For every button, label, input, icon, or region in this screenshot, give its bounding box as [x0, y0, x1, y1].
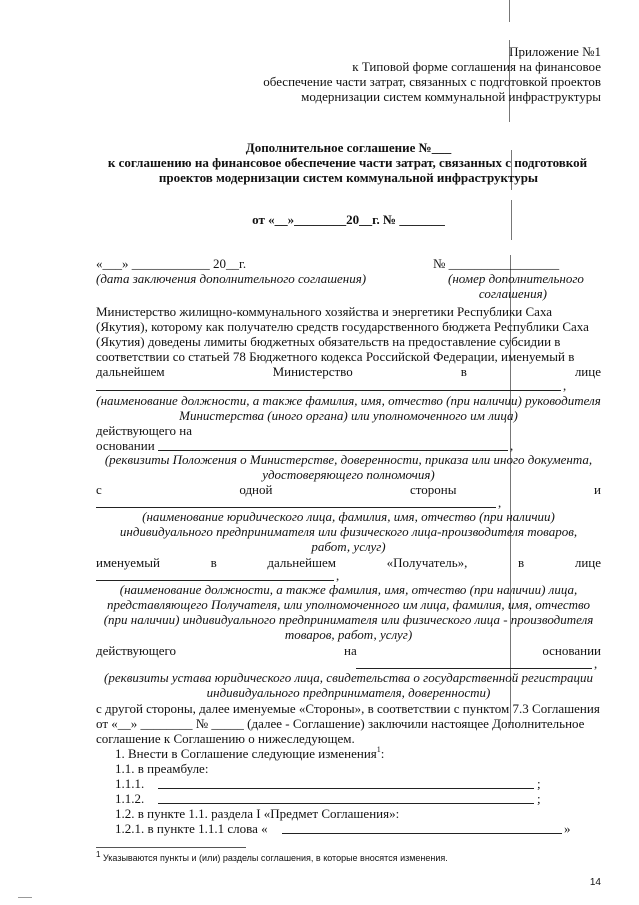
semicolon: ;: [537, 776, 541, 791]
item-1-2-1: 1.2.1. в пункте 1.1.1 слова «: [115, 821, 268, 836]
appendix-line-3: обеспечение части затрат, связанных с подготовкой проектов: [263, 74, 601, 89]
caption-basis-1: (реквизиты Положения о Министерстве, доверенности, приказа или иного документа,: [104, 452, 593, 467]
caption-charter-1: (реквизиты устава юридического лица, свидетельства о государственной регистрации: [104, 670, 593, 685]
colon: :: [380, 746, 385, 761]
date-row: [96, 256, 601, 271]
comma: ,: [563, 378, 567, 393]
footnote-text: Указываются пункты и (или) разделы соглашения, в которые вносятся изменения.: [102, 853, 448, 863]
word: одной: [239, 482, 273, 497]
word: на: [344, 643, 357, 658]
caption-representative-1: (наименование должности, а также фамилия, имя, отчество (при наличии) лица,: [119, 582, 578, 597]
item-1-1: 1.1. в преамбуле:: [115, 761, 209, 776]
caption-head-of-ministry-2: Министерства (иного органа) или уполномоченного им лица): [179, 408, 518, 423]
caption-recipient-1: (наименование юридического лица, фамилия, имя, отчество (при наличии): [142, 509, 555, 524]
blank-line[interactable]: [96, 507, 496, 508]
paragraph-1-line-2: (Якутия), которому как получателю средств государственного бюджета Республики Саха: [96, 319, 589, 334]
agreement-number: № _________________: [433, 256, 560, 271]
comma: ,: [336, 568, 340, 583]
acting-on: действующего на: [96, 423, 192, 438]
word: действующего: [96, 643, 176, 658]
word: дальнейшем: [267, 555, 336, 570]
word: лице: [574, 364, 601, 379]
date-caption-row: [96, 271, 601, 286]
comma: ,: [510, 438, 514, 453]
agreement-date: «___» ____________ 20__г.: [96, 256, 247, 271]
caption-representative-2: представляющего Получателя, или уполномоченного им лица, фамилия, имя, отчество: [106, 597, 591, 612]
one-side-line: [96, 482, 601, 497]
blank-line[interactable]: [96, 580, 334, 581]
caption-recipient-2: индивидуального предпринимателя или физического лица-производителя товаров,: [119, 524, 578, 539]
word: и: [594, 482, 601, 497]
blank-line[interactable]: [158, 450, 508, 451]
blank-line[interactable]: [96, 390, 561, 391]
comma: ,: [594, 656, 598, 671]
caption-charter-2: индивидуального предпринимателя, доверенности): [206, 685, 491, 700]
appendix-line-1: Приложение №1: [509, 44, 601, 59]
caption-recipient-3: работ, услуг): [311, 539, 386, 554]
word: Министерство: [272, 364, 353, 379]
paragraph-1-line-5: [96, 364, 601, 379]
item-1-2: 1.2. в пункте 1.1. раздела I «Предмет Соглашения»:: [115, 806, 400, 821]
footnote: [96, 851, 601, 866]
item-1-1-1: 1.1.1.: [115, 776, 145, 791]
paragraph-1-line-4: соответствии со статьей 78 Бюджетного кодекса Российской Федерации, именуемый в: [96, 349, 575, 364]
semicolon: ;: [537, 791, 541, 806]
paragraph-2-line-1: с другой стороны, далее именуемые «Стороны», в соответствии с пунктом 7.3 Соглашения: [96, 701, 600, 716]
word: основании: [542, 643, 601, 658]
word: с: [96, 482, 102, 497]
number-caption-2: соглашения): [478, 286, 547, 301]
basis-label: основании: [96, 438, 155, 453]
word: именуемый: [96, 555, 160, 570]
page-number: 14: [589, 877, 601, 888]
word: дальнейшем: [96, 364, 165, 379]
word: в: [518, 555, 525, 570]
title-date-number: от «__»________20__г. № _______: [252, 212, 445, 227]
item-1: [96, 746, 620, 761]
paragraph-2-line-2: от «__» ________ № _____ (далее - Соглашение) заключили настоящее Дополнительное: [96, 716, 585, 731]
footnote-mark: 1: [96, 850, 101, 859]
caption-representative-4: товаров, работ, услуг): [284, 627, 413, 642]
document-title: Дополнительное соглашение №___: [245, 140, 452, 155]
acting-basis-line: [96, 643, 601, 658]
blank-line[interactable]: [356, 668, 592, 669]
appendix-line-2: к Типовой форме соглашения на финансовое: [352, 59, 601, 74]
word: в: [210, 555, 217, 570]
item-1-1-2: 1.1.2.: [115, 791, 145, 806]
word: стороны: [410, 482, 457, 497]
paragraph-2-line-3: соглашение к Соглашению о нижеследующем.: [96, 731, 355, 746]
caption-representative-3: (при наличии) индивидуального предпринимателя или физического лица - производителя: [103, 612, 594, 627]
blank-line[interactable]: [158, 803, 534, 804]
paragraph-1-line-1: Министерство жилищно-коммунального хозяйства и энергетики Республики Саха: [96, 304, 553, 319]
word: в: [460, 364, 467, 379]
word: лице: [574, 555, 601, 570]
footnote-ref: 1: [376, 745, 381, 754]
date-caption: (дата заключения дополнительного соглашения): [96, 271, 367, 286]
caption-head-of-ministry-1: (наименование должности, а также фамилия, имя, отчество (при наличии) руководителя: [96, 393, 601, 408]
close-quote: »: [564, 821, 571, 836]
scan-artifact-mark: [18, 897, 32, 898]
number-caption-1: (номер дополнительного: [448, 271, 584, 286]
item-1-text: 1. Внести в Соглашение следующие изменения: [115, 746, 377, 761]
footnote-separator: [96, 847, 246, 848]
title-subline-1: к соглашению на финансовое обеспечение части затрат, связанных с подготовкой: [107, 155, 588, 170]
appendix-line-4: модернизации систем коммунальной инфраструктуры: [301, 89, 601, 104]
comma: ,: [498, 495, 502, 510]
title-subline-2: проектов модернизации систем коммунальной инфраструктуры: [158, 170, 539, 185]
scan-artifact-line: [509, 0, 510, 22]
word: «Получатель»,: [386, 555, 468, 570]
blank-line[interactable]: [282, 833, 562, 834]
blank-line[interactable]: [158, 788, 534, 789]
paragraph-1-line-3: (Якутия) доведены лимиты бюджетных обязательств на предоставление субсидии в: [96, 334, 561, 349]
caption-basis-2: удостоверяющего полномочия): [262, 467, 435, 482]
